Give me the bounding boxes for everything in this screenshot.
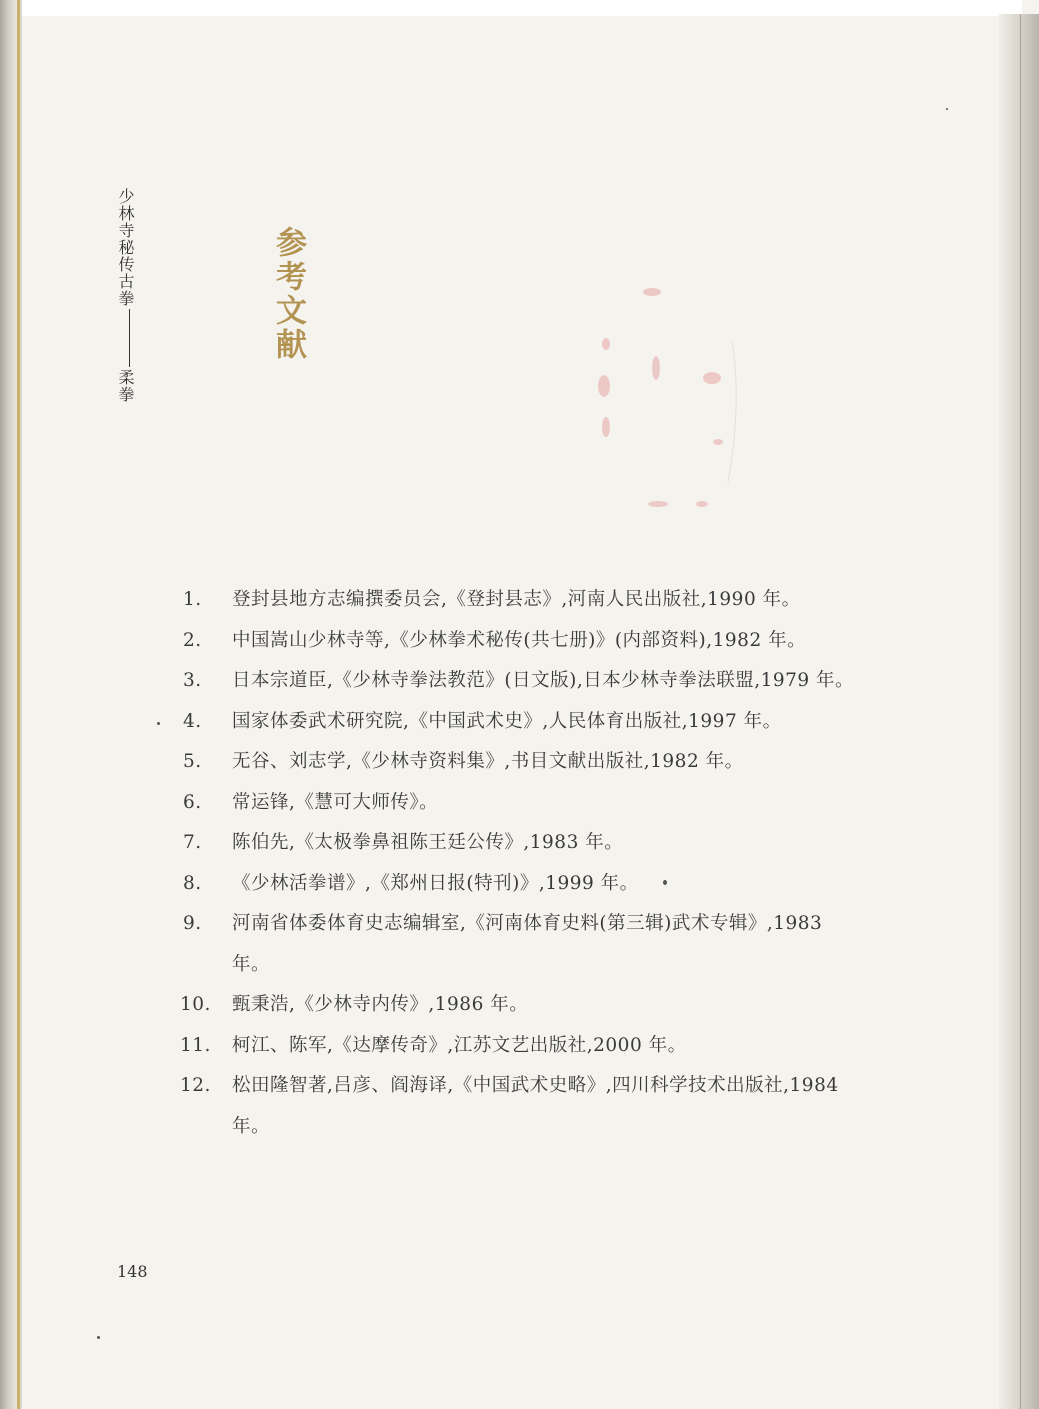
reference-number: 7. — [183, 832, 202, 853]
reference-text: 常运锋,《慧可大师传》。 — [232, 791, 439, 813]
list-item — [180, 783, 860, 824]
scan-speck — [946, 108, 948, 110]
list-item — [180, 1026, 860, 1067]
list-item — [180, 742, 860, 783]
reference-number: 2. — [183, 629, 202, 651]
list-item — [180, 985, 860, 1026]
reference-text: 河南省体委体育史志编辑室,《河南体育史料(第三辑)武术专辑》,1983 年。 — [232, 913, 823, 975]
page-edge-line — [1020, 14, 1021, 1409]
reference-number: 10. — [180, 994, 211, 1015]
running-head-subtitle: 柔拳 — [116, 369, 135, 403]
running-head — [115, 188, 135, 403]
list-item — [180, 864, 860, 905]
spine-gold-line — [17, 0, 20, 1409]
reference-number: 6. — [183, 791, 202, 813]
reference-text: 日本宗道臣,《少林寺拳法教范》(日文版),日本少林寺拳法联盟,1979 年。 — [232, 670, 855, 691]
list-item — [180, 661, 860, 702]
faint-seal-stamp — [592, 282, 742, 512]
reference-number: 5. — [183, 751, 202, 772]
page-number: 148 — [117, 1262, 148, 1281]
reference-text: 甄秉浩,《少林寺内传》,1986 年。 — [232, 994, 529, 1015]
reference-text: 中国嵩山少林寺等,《少林拳术秘传(共七册)》(内部资料),1982 年。 — [232, 629, 807, 651]
reference-number: 12. — [180, 1075, 211, 1096]
list-item — [180, 904, 860, 985]
reference-list — [180, 580, 860, 1147]
reference-text: 松田隆智著,吕彦、阎海译,《中国武术史略》,四川科学技术出版社,1984 年。 — [232, 1075, 839, 1137]
list-item — [180, 1066, 860, 1147]
list-item — [180, 621, 860, 662]
reference-text: 登封县地方志编撰委员会,《登封县志》,河南人民出版社,1990 年。 — [232, 589, 801, 610]
list-item — [180, 702, 860, 743]
reference-number: 3. — [183, 670, 202, 691]
reference-text: 无谷、刘志学,《少林寺资料集》,书目文献出版社,1982 年。 — [232, 751, 744, 772]
reference-number: 8. — [183, 872, 202, 894]
running-head-book-title: 少林寺秘传古拳 — [116, 188, 135, 307]
reference-text: 陈伯先,《太极拳鼻祖陈王廷公传》,1983 年。 — [232, 832, 624, 853]
running-head-dash — [129, 309, 130, 367]
list-item — [180, 823, 860, 864]
list-item — [180, 580, 860, 621]
page-edge-shadow — [999, 14, 1039, 1409]
scan-speck — [157, 722, 160, 725]
chapter-title: 参考文献 — [270, 226, 306, 362]
scan-top-margin — [22, 0, 1022, 16]
reference-number: 4. — [183, 710, 202, 732]
reference-text: 国家体委武术研究院,《中国武术史》,人民体育出版社,1997 年。 — [232, 710, 782, 732]
reference-text: 柯江、陈军,《达摩传奇》,江苏文艺出版社,2000 年。 — [232, 1034, 687, 1056]
reference-text: 《少林活拳谱》,《郑州日报(特刊)》,1999 年。 — [232, 872, 639, 894]
reference-number: 1. — [183, 589, 202, 610]
reference-number: 9. — [183, 913, 202, 934]
scan-speck — [97, 1336, 100, 1339]
scan-speck — [663, 880, 667, 885]
reference-number: 11. — [180, 1034, 211, 1056]
